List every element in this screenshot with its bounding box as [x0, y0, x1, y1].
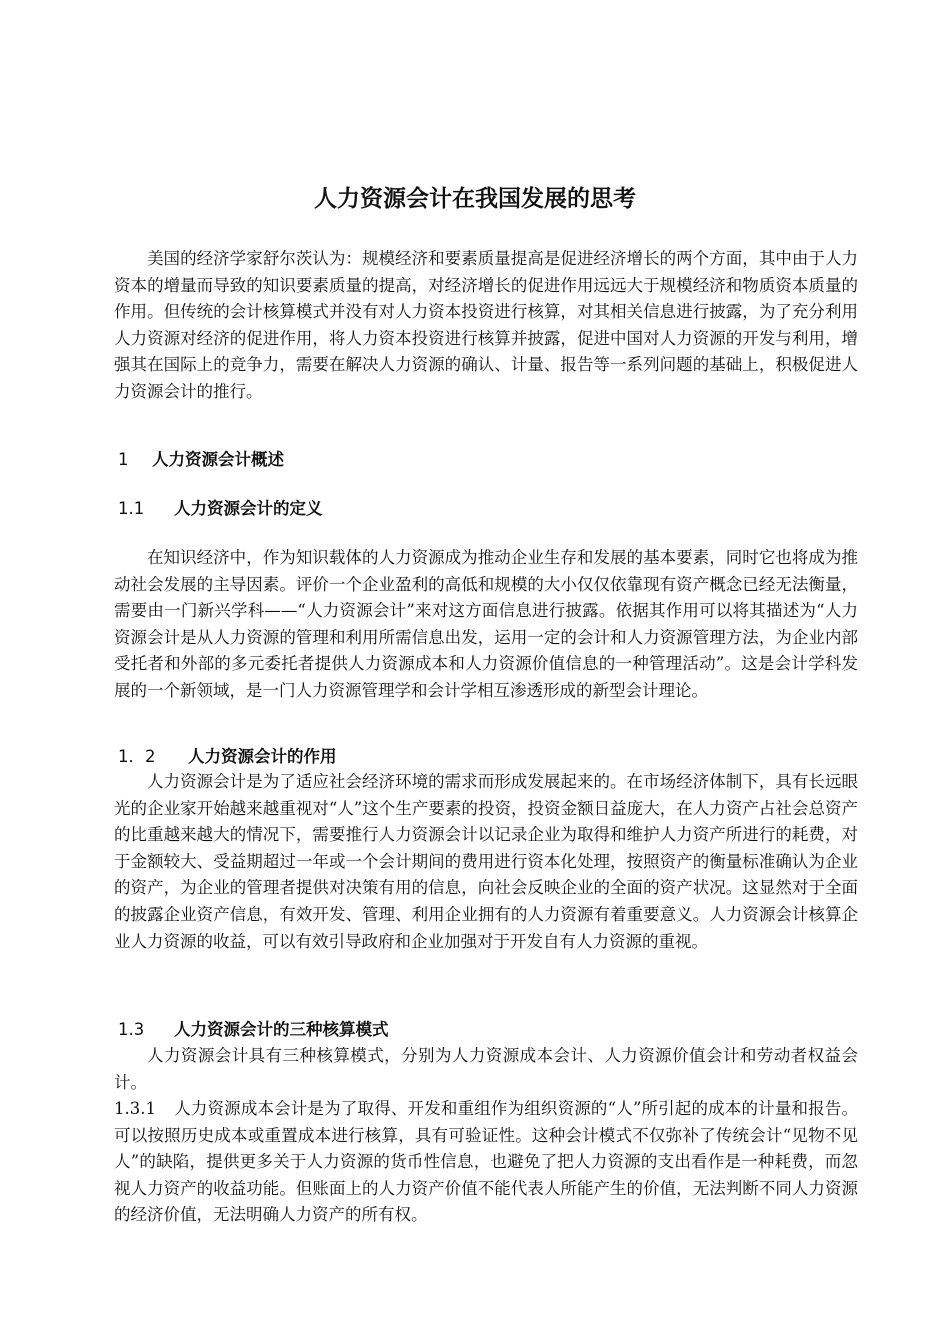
section-1-title: 人力资源会计概述 — [152, 450, 284, 469]
section-1-1-paragraph: 在知识经济中，作为知识载体的人力资源成为推动企业生存和发展的基本要素，同时它也将成为推动社会发展的主导因素。评价一个企业盈利的高低和规模的大小仅仅依靠现有资产概念已经无法衡量，需要由一门新兴学科——“人力资源会计”来对这方面信息进行披露。依据其作用可以将其描述为“人力资源会计是从人力资源的管理和利用所需信息出发，运用一定的会计和人力资源管理方法，为企业内部受托者和外部的多元委托者提供人力资源成本和人力资源价值信息的一种管理活动”。这是会计学科发展的一个新领域，是一门人力资源管理学和会计学相互渗透形成的新型会计理论。 — [114, 548, 858, 700]
section-1-number: 1 — [118, 450, 129, 469]
section-1-3-1-text: 人力资源成本会计是为了取得、开发和重组作为组织资源的“人”所引起的成本的计量和报告。可以按照历史成本或重置成本进行核算，具有可验证性。这种会计模式不仅弥补了传统会计“见物不见人”的缺陷，提供更多关于人力资源的货币性信息，也避免了把人力资源的支出看作是一种耗费，而忽视人力资产的收益功能。但账面上的人力资产价值不能代表人所能产生的价值，无法判断不同人力资源的经济价值，无法明确人力资产的所有权。 — [114, 1099, 858, 1225]
section-1-heading — [118, 447, 284, 473]
section-1-2-number: 1．2 — [118, 747, 156, 766]
section-1-3-title: 人力资源会计的三种核算模式 — [174, 1020, 389, 1039]
section-1-3-paragraph: 人力资源会计具有三种核算模式，分别为人力资源成本会计、人力资源价值会计和劳动者权益会计。 — [114, 1046, 858, 1092]
section-1-2-title: 人力资源会计的作用 — [188, 747, 337, 766]
intro-paragraph: 美国的经济学家舒尔茨认为：规模经济和要素质量提高是促进经济增长的两个方面，其中由于人力资本的增量而导致的知识要素质量的提高，对经济增长的促进作用远远大于规模经济和物质资本质量的作用。但传统的会计核算模式并没有对人力资本投资进行核算，对其相关信息进行披露，为了充分利用人力资源对经济的促进作用，将人力资本投资进行核算并披露，促进中国对人力资源的开发与利用，增强其在国际上的竞争力，需要在解决人力资源的确认、计量、报告等一系列问题的基础上，积极促进人力资源会计的推行。 — [114, 249, 858, 401]
section-1-3-heading — [118, 1017, 389, 1043]
section-1-1-heading — [118, 496, 323, 522]
section-1-3-number: 1.3 — [118, 1020, 145, 1039]
section-1-3-1-number: 1.3.1 — [114, 1099, 156, 1118]
section-1-2-heading — [118, 744, 337, 770]
page-title: 人力资源会计在我国发展的思考 — [314, 186, 636, 212]
section-1-1-title: 人力资源会计的定义 — [174, 499, 323, 518]
section-1-3-1-paragraph — [114, 1096, 858, 1229]
section-1-2-paragraph: 人力资源会计是为了适应社会经济环境的需求而形成发展起来的。在市场经济体制下，具有长远眼光的企业家开始越来越重视对“人”这个生产要素的投资，投资金额日益庞大，在人力资产占社会总资产的比重越来越大的情况下，需要推行人力资源会计以记录企业为取得和维护人力资产所进行的耗费，对于金额较大、受益期超过一年或一个会计期间的费用进行资本化处理，按照资产的衡量标准确认为企业的资产，为企业的管理者提供对决策有用的信息，向社会反映企业的全面的资产状况。这显然对于全面的披露企业资产信息，有效开发、管理、利用企业拥有的人力资源有着重要意义。人力资源会计核算企业人力资源的收益，可以有效引导政府和企业加强对于开发自有人力资源的重视。 — [114, 772, 858, 951]
section-1-1-number: 1.1 — [118, 499, 145, 518]
